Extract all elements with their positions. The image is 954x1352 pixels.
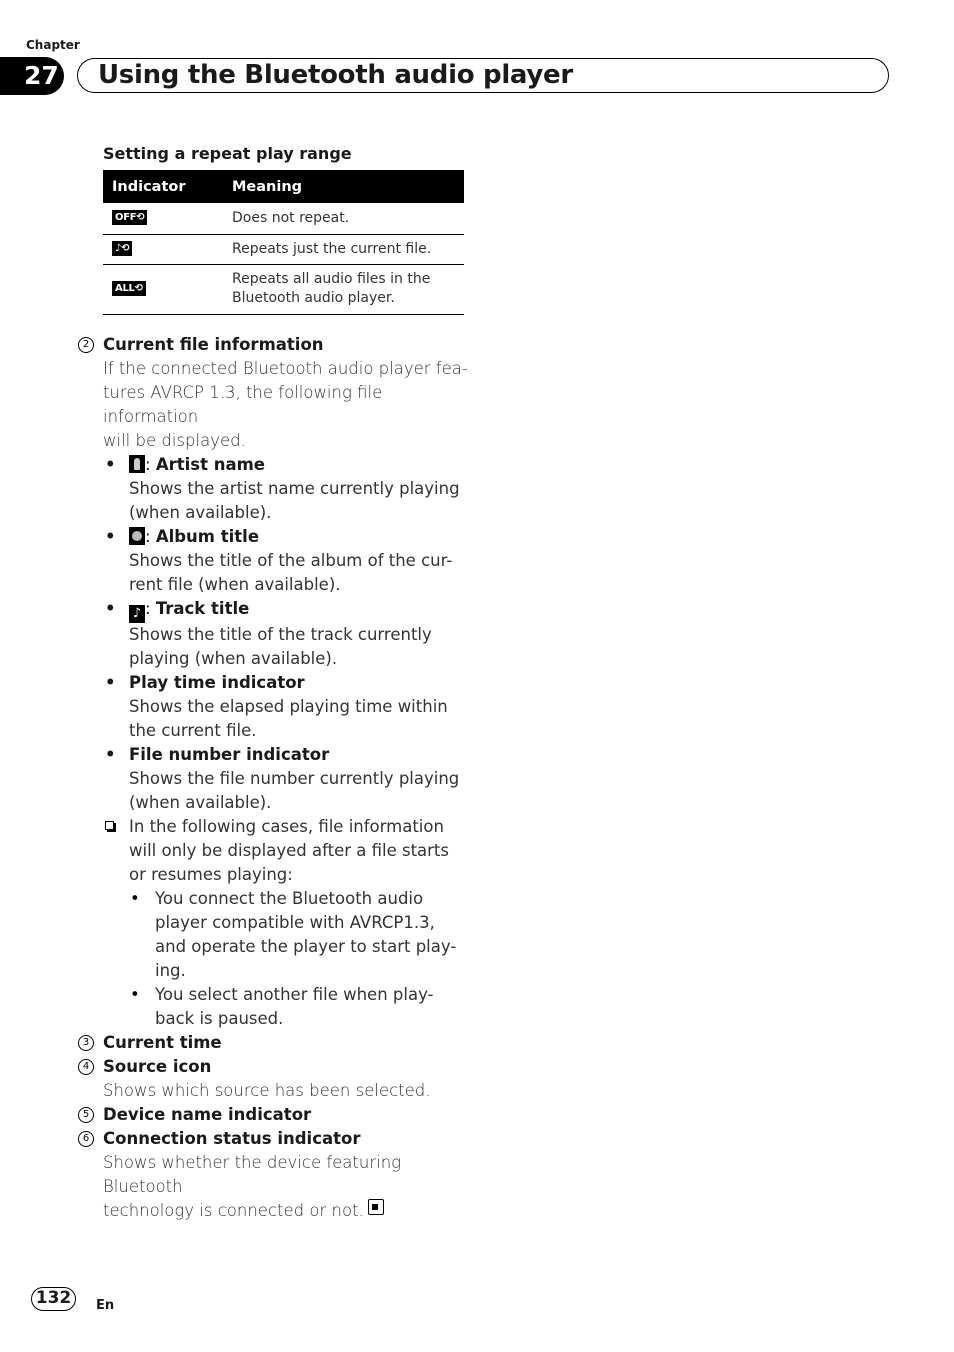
sub-bullet-line: back is paused.: [155, 1009, 284, 1028]
bullet-dot: •: [105, 745, 116, 764]
sub-bullet-line: You select another file when play-: [155, 985, 434, 1004]
bullet-body-line: Shows the file number currently playing: [129, 769, 460, 788]
separator: :: [145, 599, 156, 618]
table-header-indicator: Indicator: [103, 170, 223, 203]
circled-number: 3: [78, 1035, 94, 1051]
bullet-body-line: Shows the artist name currently playing: [129, 479, 460, 498]
separator: :: [145, 455, 156, 474]
bullet-body-line: playing (when available).: [129, 649, 338, 668]
item-device-name-indicator: [78, 1103, 478, 1127]
circled-number: 6: [78, 1131, 94, 1147]
sub-bullet-line: and operate the player to start play-: [155, 937, 457, 956]
circled-number: 2: [78, 337, 94, 353]
item-body-line: Shows which source has been selected.: [103, 1081, 431, 1100]
bullet-artist-name: [78, 453, 478, 477]
artist-icon: [129, 455, 145, 473]
page-number: 132: [31, 1287, 76, 1311]
item-title: Current file information: [103, 335, 324, 354]
table-header-meaning: Meaning: [223, 170, 464, 203]
item-title: Current time: [103, 1033, 222, 1052]
item-body-text: technology is connected or not.: [103, 1201, 364, 1220]
bullet-dot: •: [105, 455, 116, 474]
table-cell-meaning: Repeats just the current file.: [223, 234, 464, 264]
bullet-body-line: Shows the elapsed playing time within: [129, 697, 448, 716]
chapter-label: Chapter: [26, 38, 80, 52]
bullet-body-line: rent file (when available).: [129, 575, 341, 594]
table-row: [103, 203, 464, 234]
bullet-body-line: (when available).: [129, 503, 272, 522]
meaning-line: Repeats all audio files in the: [232, 271, 431, 287]
note-line: will only be displayed after a file starts: [129, 841, 450, 860]
bullet-title: File number indicator: [129, 745, 330, 764]
item-source-icon: [78, 1055, 478, 1103]
bullet-dot: •: [130, 985, 140, 1004]
end-of-section-icon: [368, 1199, 384, 1215]
content-flow: [78, 333, 478, 1223]
table-row: [103, 234, 464, 264]
repeat-all-icon: ALL⟲: [112, 281, 146, 296]
bullet-body-line: Shows the title of the track currently: [129, 625, 432, 644]
bullet-dot: •: [130, 889, 140, 908]
circled-number: 4: [78, 1059, 94, 1075]
sub-bullet: [78, 983, 478, 1031]
bullet-title: Track title: [155, 599, 250, 618]
item-connection-status-indicator: [78, 1127, 478, 1223]
note-paragraph: [78, 815, 478, 887]
repeat-off-icon: OFF⟲: [112, 210, 147, 225]
item-title: Source icon: [103, 1057, 212, 1076]
section-heading: Setting a repeat play range: [103, 144, 352, 163]
bullet-title: Artist name: [155, 455, 265, 474]
item-body-line-last: [103, 1199, 478, 1223]
repeat-range-table: [103, 170, 464, 315]
bullet-title: Play time indicator: [129, 673, 305, 692]
bullet-album-title: [78, 525, 478, 549]
item-body-line: If the connected Bluetooth audio player fea-: [103, 359, 468, 378]
sub-bullet-line: player compatible with AVRCP1.3,: [155, 913, 435, 932]
item-current-file-information: [78, 333, 478, 453]
item-title: Device name indicator: [103, 1105, 312, 1124]
table-cell-meaning: Does not repeat.: [223, 203, 464, 234]
repeat-one-icon: ♪⟲: [112, 241, 132, 256]
bullet-track-title: [78, 597, 478, 623]
note-checkbox-icon: [105, 821, 114, 830]
item-body-line: tures AVRCP 1.3, the following file information: [103, 383, 383, 426]
separator: :: [145, 527, 156, 546]
circled-number: 5: [78, 1107, 94, 1123]
music-note-icon: ♪: [129, 605, 145, 623]
bullet-dot: •: [105, 599, 116, 618]
language-label: En: [96, 1298, 115, 1313]
album-disc-icon: [129, 527, 145, 545]
item-current-time: [78, 1031, 478, 1055]
item-body-line: Shows whether the device featuring Bluetooth: [103, 1153, 402, 1196]
note-line: In the following cases, file information: [129, 817, 444, 836]
item-title: Connection status indicator: [103, 1129, 361, 1148]
bullet-body-line: Shows the title of the album of the cur-: [129, 551, 453, 570]
bullet-file-number-indicator: [78, 743, 478, 767]
item-body-line: will be displayed.: [103, 431, 246, 450]
table-cell-meaning: [223, 264, 464, 314]
sub-bullet-line: ing.: [155, 961, 186, 980]
meaning-line: Bluetooth audio player.: [232, 290, 395, 306]
table-row: [103, 264, 464, 314]
bullet-dot: •: [105, 673, 116, 692]
bullet-title: Album title: [155, 527, 260, 546]
bullet-play-time-indicator: [78, 671, 478, 695]
bullet-dot: •: [105, 527, 116, 546]
page-title: Using the Bluetooth audio player: [77, 58, 889, 93]
bullet-body-line: (when available).: [129, 793, 272, 812]
bullet-body-line: the current file.: [129, 721, 257, 740]
chapter-number: 27: [0, 57, 64, 95]
sub-bullet-line: You connect the Bluetooth audio: [155, 889, 424, 908]
note-line: or resumes playing:: [129, 865, 293, 884]
sub-bullet: [78, 887, 478, 983]
